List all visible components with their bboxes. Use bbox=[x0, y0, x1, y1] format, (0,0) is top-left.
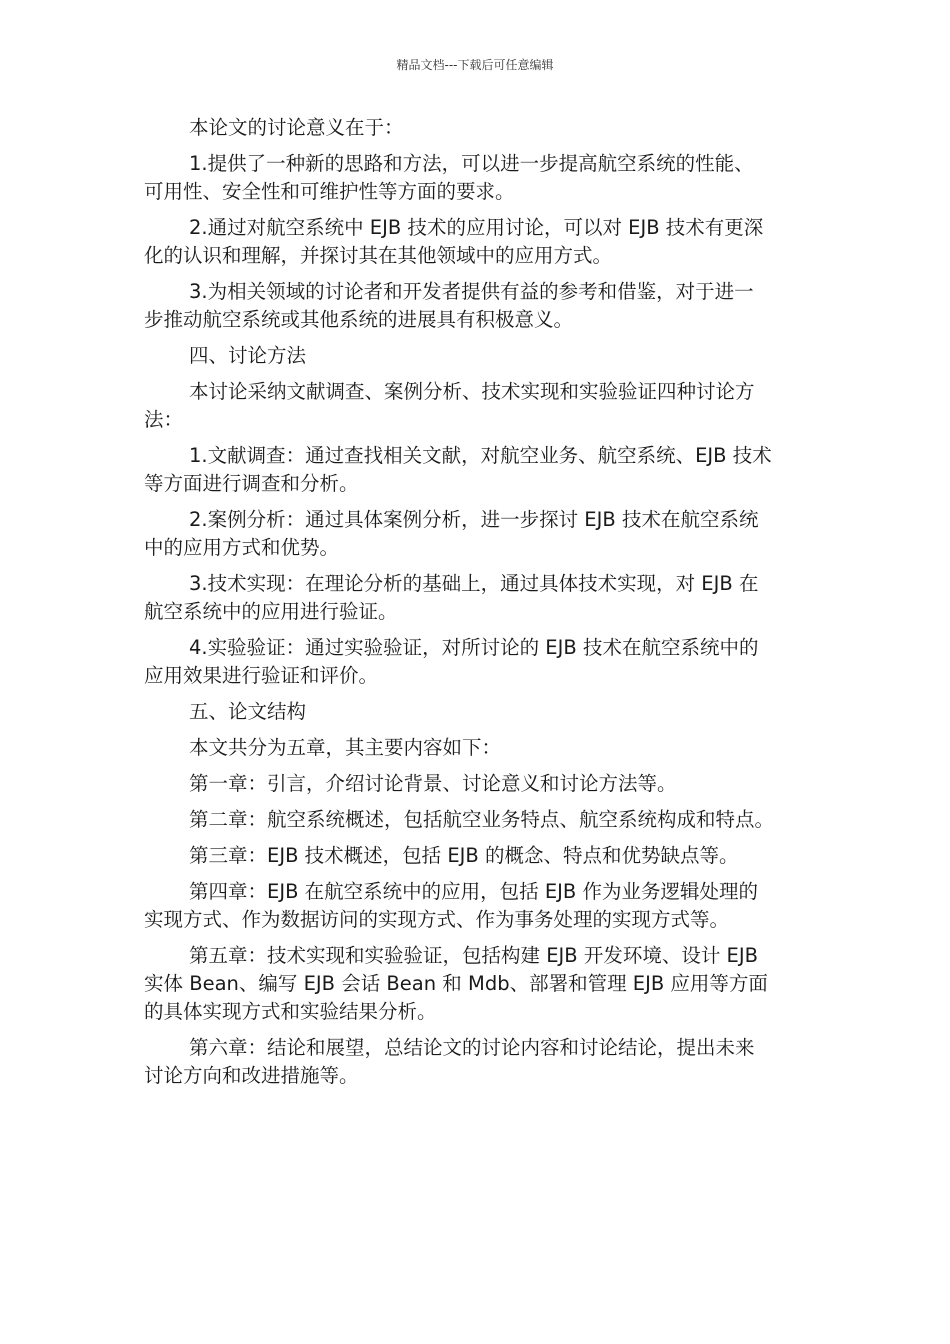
paragraph-line: 本讨论采纳文献调查、案例分析、技术实现和实验验证四种讨论方 bbox=[189, 380, 755, 403]
paragraph-line: 实现方式、作为数据访问的实现方式、作为事务处理的实现方式等。 bbox=[144, 908, 730, 931]
paragraph-line: 法： bbox=[144, 408, 184, 431]
document-body bbox=[144, 114, 814, 1098]
paragraph bbox=[144, 378, 814, 434]
paragraph-line: 3.技术实现：在理论分析的基础上，通过具体技术实现，对 EJB 在 bbox=[189, 572, 759, 595]
paragraph-line: 中的应用方式和优势。 bbox=[144, 536, 340, 559]
paragraph bbox=[144, 570, 814, 626]
paragraph bbox=[144, 506, 814, 562]
paragraph-line: 2.通过对航空系统中 EJB 技术的应用讨论，可以对 EJB 技术有更深 bbox=[189, 216, 764, 239]
paragraph-line: 第五章：技术实现和实验验证，包括构建 EJB 开发环境、设计 EJB bbox=[189, 944, 758, 967]
paragraph bbox=[144, 698, 814, 726]
paragraph-line: 第四章：EJB 在航空系统中的应用，包括 EJB 作为业务逻辑处理的 bbox=[189, 880, 758, 903]
paragraph bbox=[144, 942, 814, 1026]
paragraph bbox=[144, 278, 814, 334]
paragraph-line: 的具体实现方式和实验结果分析。 bbox=[144, 1000, 437, 1023]
paragraph bbox=[144, 114, 814, 142]
paragraph-line: 第六章：结论和展望，总结论文的讨论内容和讨论结论，提出未来 bbox=[189, 1036, 755, 1059]
paragraph-line: 化的认识和理解，并探讨其在其他领域中的应用方式。 bbox=[144, 244, 613, 267]
paragraph-line: 可用性、安全性和可维护性等方面的要求。 bbox=[144, 180, 515, 203]
paragraph-line: 第一章：引言，介绍讨论背景、讨论意义和讨论方法等。 bbox=[189, 772, 677, 795]
paragraph-line: 第二章：航空系统概述，包括航空业务特点、航空系统构成和特点。 bbox=[189, 808, 775, 831]
paragraph-line: 步推动航空系统或其他系统的进展具有积极意义。 bbox=[144, 308, 574, 331]
paragraph-line: 第三章：EJB 技术概述，包括 EJB 的概念、特点和优势缺点等。 bbox=[189, 844, 739, 867]
paragraph-line: 实体 Bean、编写 EJB 会话 Bean 和 Mdb、部署和管理 EJB 应用等方面 bbox=[144, 972, 768, 995]
paragraph bbox=[144, 842, 814, 870]
paragraph-line: 航空系统中的应用进行验证。 bbox=[144, 600, 398, 623]
paragraph bbox=[144, 342, 814, 370]
paragraph-line: 讨论方向和改进措施等。 bbox=[144, 1064, 359, 1087]
paragraph-line: 本论文的讨论意义在于： bbox=[189, 116, 404, 139]
paragraph bbox=[144, 214, 814, 270]
paragraph bbox=[144, 770, 814, 798]
paragraph bbox=[144, 806, 814, 834]
paragraph bbox=[144, 734, 814, 762]
paragraph-line: 3.为相关领域的讨论者和开发者提供有益的参考和借鉴，对于进一 bbox=[189, 280, 754, 303]
paragraph-line: 1.文献调查：通过查找相关文献，对航空业务、航空系统、EJB 技术 bbox=[189, 444, 772, 467]
paragraph bbox=[144, 634, 814, 690]
paragraph bbox=[144, 1034, 814, 1090]
paragraph-line: 4.实验验证：通过实验验证，对所讨论的 EJB 技术在航空系统中的 bbox=[189, 636, 759, 659]
paragraph-line: 2.案例分析：通过具体案例分析，进一步探讨 EJB 技术在航空系统 bbox=[189, 508, 759, 531]
paragraph-line: 等方面进行调查和分析。 bbox=[144, 472, 359, 495]
paragraph-line: 四、讨论方法 bbox=[189, 344, 307, 367]
paragraph bbox=[144, 878, 814, 934]
paragraph-line: 五、论文结构 bbox=[189, 700, 307, 723]
paragraph-line: 1.提供了一种新的思路和方法，可以进一步提高航空系统的性能、 bbox=[189, 152, 754, 175]
paragraph bbox=[144, 442, 814, 498]
paragraph bbox=[144, 150, 814, 206]
paragraph-line: 应用效果进行验证和评价。 bbox=[144, 664, 379, 687]
paragraph-line: 本文共分为五章，其主要内容如下： bbox=[189, 736, 502, 759]
page-header: 精品文档---下载后可任意编辑 bbox=[396, 58, 554, 72]
